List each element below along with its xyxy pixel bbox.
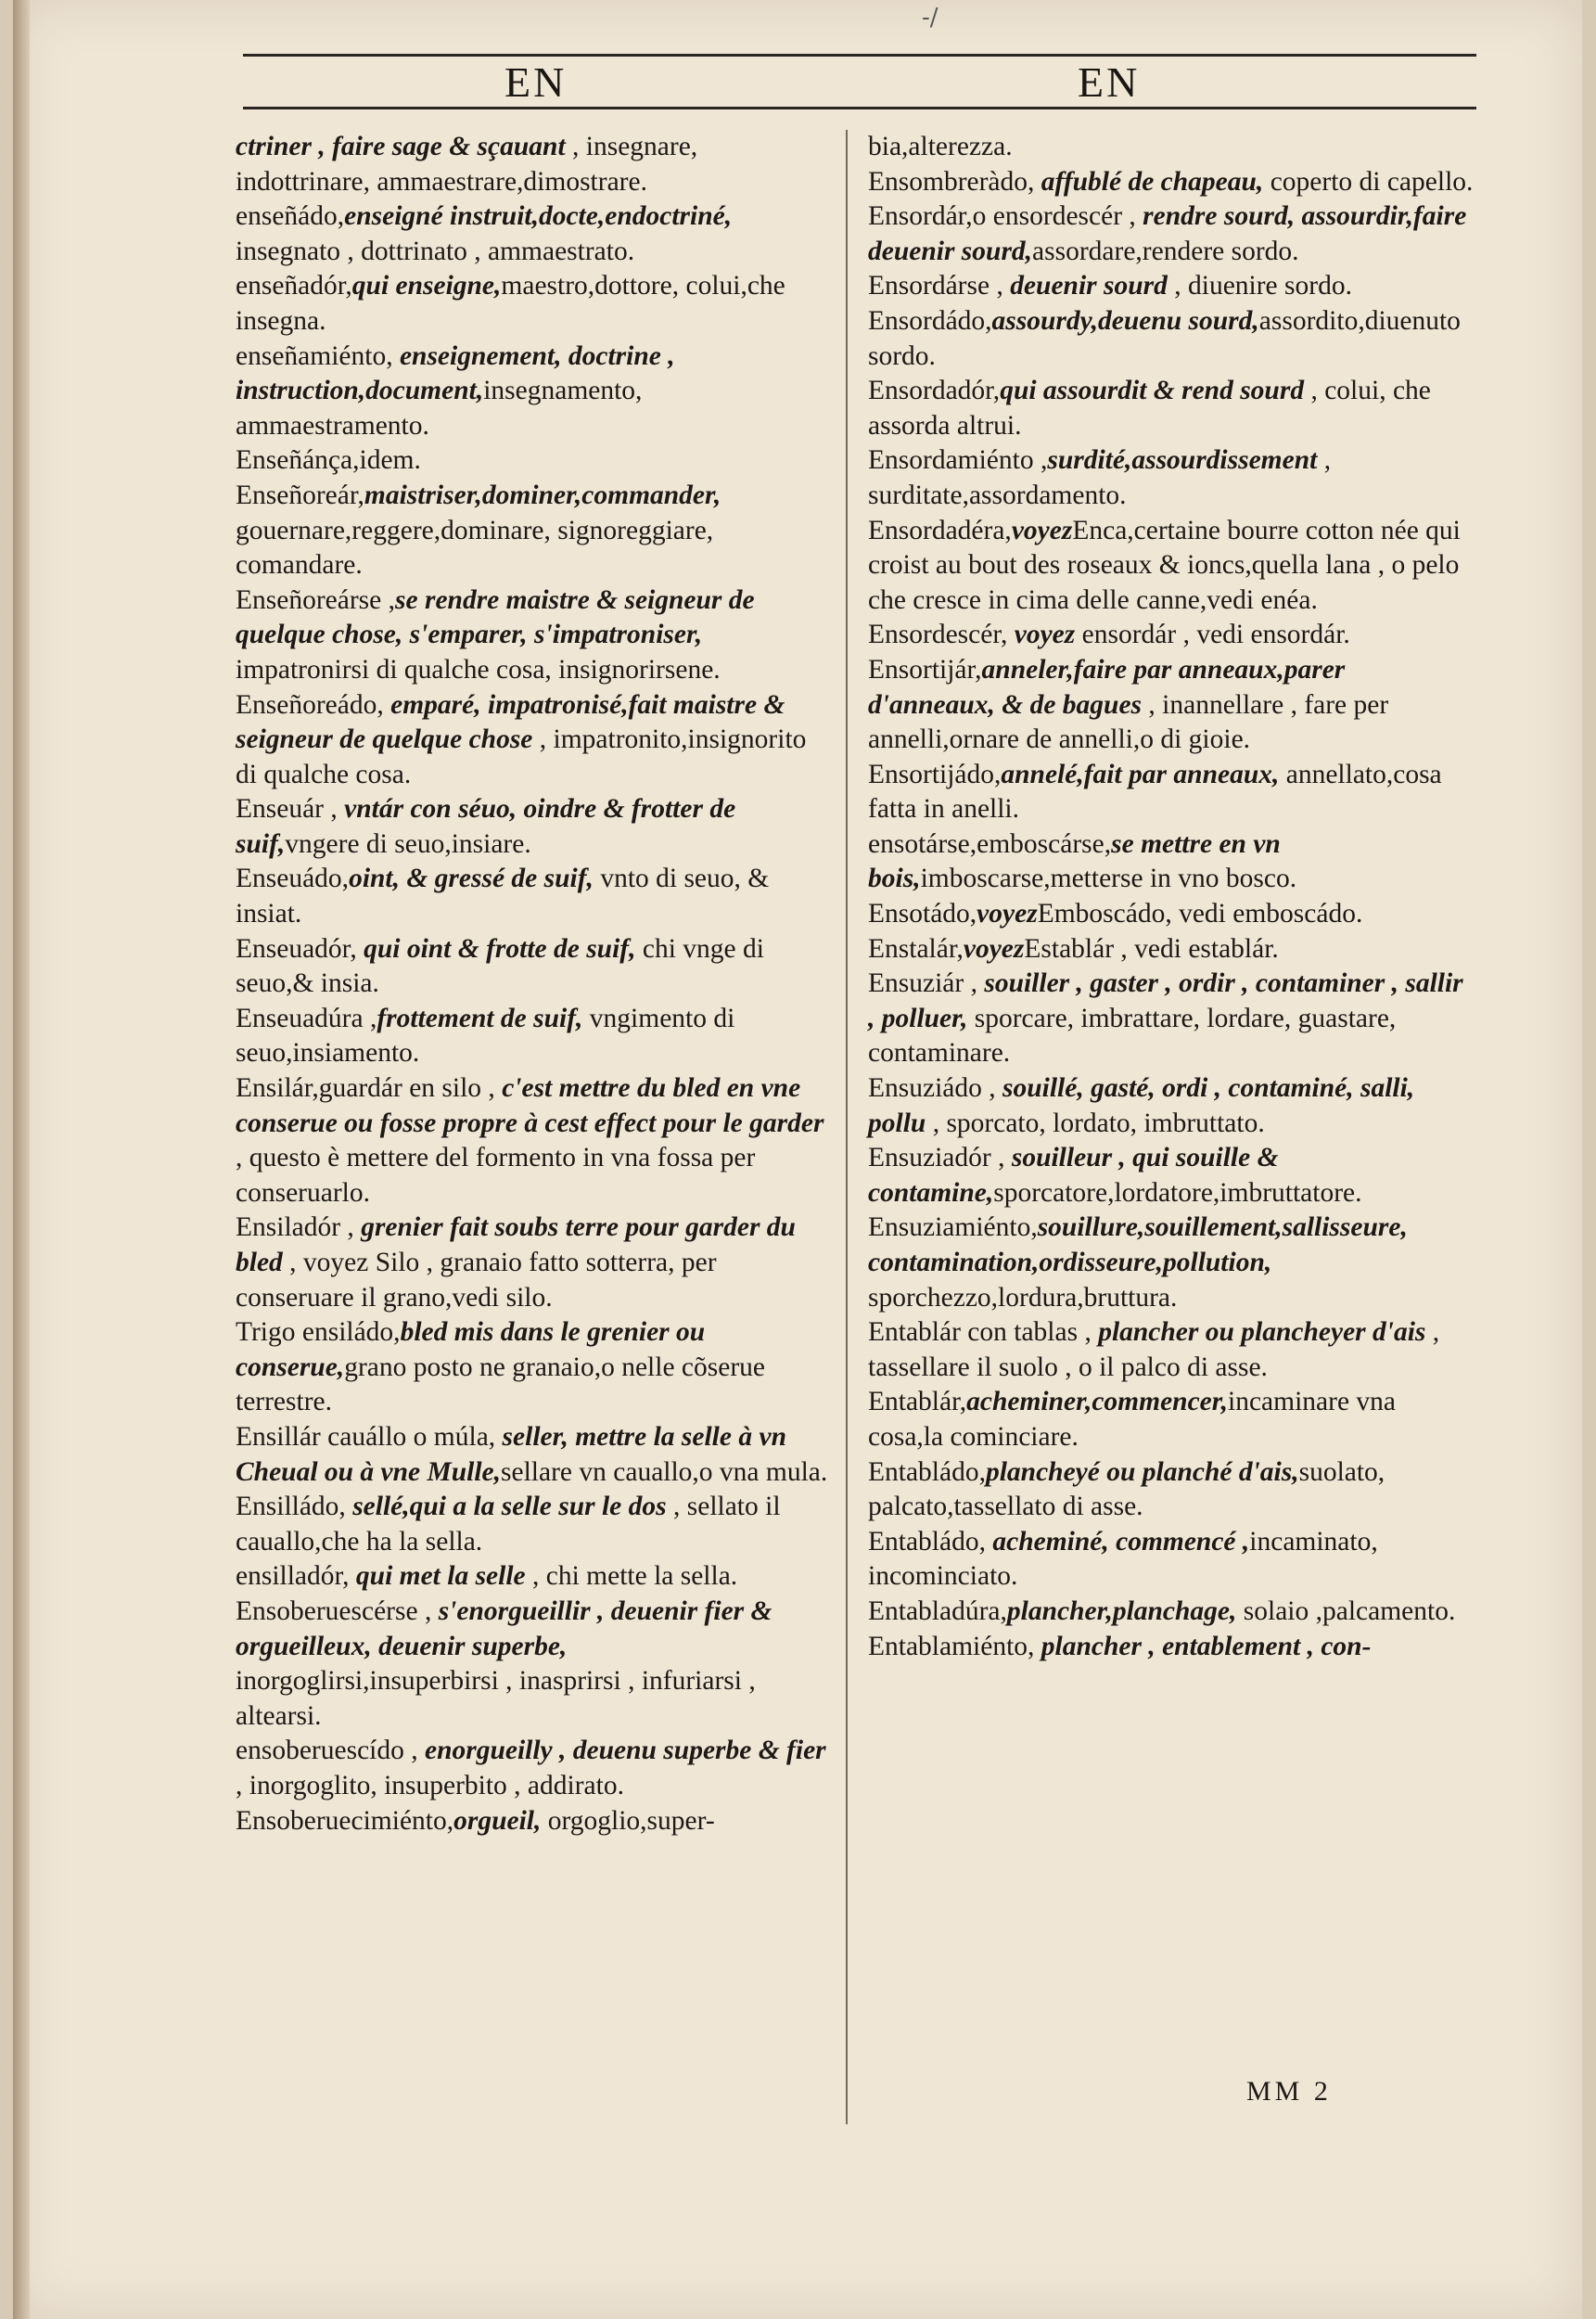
- entry-headword: Ensuziár ,: [868, 968, 985, 999]
- entry-italian: inorgoglirsi,insuperbirsi , inasprirsi , infuriarsi , altearsi.: [236, 1666, 756, 1731]
- entry-french: annelé,fait par anneaux,: [1001, 759, 1280, 789]
- entry-french: enseignement, doctrine , instruction,document,: [236, 340, 675, 406]
- entry-italian: , sellato il cauallo,che ha la sella.: [236, 1492, 781, 1557]
- entry-french: surdité,assourdissement: [1047, 445, 1318, 476]
- dictionary-entry: [868, 1141, 1475, 1211]
- entry-headword: Ensordamiénto ,: [868, 445, 1048, 476]
- entry-french: plancheyé ou planché d'ais,: [985, 1456, 1299, 1487]
- entry-headword: enseñamiénto,: [236, 340, 400, 371]
- dictionary-entry: [868, 514, 1475, 619]
- entry-french: voyez: [1014, 620, 1076, 650]
- catchword: MM 2: [1246, 2076, 1332, 2107]
- entry-italian: , inorgoglito, insuperbito , addirato.: [236, 1770, 624, 1800]
- dictionary-entry: [236, 862, 829, 931]
- entry-french: qui oint & frotte de suif,: [364, 933, 636, 964]
- entry-italian: , questo è mettere del formento in vna fossa per conseruarlo.: [236, 1143, 756, 1208]
- book-page: [13, 0, 1582, 2319]
- dictionary-entry: [868, 758, 1475, 827]
- dictionary-entry: [868, 897, 1475, 932]
- entry-headword: Ensilár,guardár en silo ,: [236, 1073, 503, 1104]
- entry-french: voyez: [1011, 515, 1073, 545]
- entry-headword: Entabladúra,: [868, 1595, 1007, 1626]
- dictionary-entry: [236, 479, 829, 583]
- entry-italian: annellato,cosa fatta in anelli.: [868, 759, 1442, 825]
- entry-french: frottement de suif,: [377, 1003, 583, 1033]
- entry-french: c'est mettre du bled en vne conserue ou fosse propre à cest effect pour le garder: [236, 1073, 824, 1138]
- dictionary-entry: [236, 1071, 829, 1211]
- entry-french: maistriser,dominer,commander,: [364, 480, 721, 510]
- entry-french: enorgueilly , deuenu superbe & fier: [424, 1736, 826, 1766]
- entry-french: enseigné instruit,docte,endoctriné,: [344, 201, 733, 232]
- entry-headword: Ensordescér,: [868, 620, 1015, 650]
- dictionary-entry: [236, 1804, 829, 1839]
- entry-italian: Emboscádo, vedi emboscádo.: [1037, 899, 1363, 929]
- entry-italian: Enca,certaine bourre cotton née qui croist au bout des roseaux & ioncs,quella lana , o pelo che cresce in cima delle canne,vedi enéa.: [868, 515, 1461, 615]
- entry-french: plancher ou plancheyer d'ais: [1098, 1317, 1426, 1348]
- dictionary-entry: [236, 1315, 829, 1420]
- dictionary-entry: [236, 792, 829, 862]
- dictionary-entry: [236, 340, 829, 444]
- entry-headword: ensotárse,emboscárse,: [868, 828, 1112, 859]
- entry-headword: Trigo ensiládo,: [236, 1317, 401, 1348]
- entry-italian: vngimento di seuo,insiamento.: [236, 1003, 735, 1069]
- running-head-left: EN: [504, 58, 568, 106]
- dictionary-entry: [868, 443, 1475, 513]
- entry-headword: Ensiladór ,: [236, 1212, 362, 1243]
- entry-headword: Entablár,: [868, 1387, 967, 1417]
- entry-italian: suolato, palcato,tassellato di asse.: [868, 1456, 1385, 1522]
- dictionary-entry: [236, 1595, 829, 1734]
- entry-italian: incaminato, incominciato.: [868, 1526, 1378, 1592]
- entry-italian: vnto di seuo, & insiat.: [236, 864, 770, 929]
- entry-headword: Ensortijádo,: [868, 759, 1002, 789]
- entry-headword: enseñádo,: [236, 201, 345, 232]
- entry-french: seller, mettre la selle à vn Cheual ou à vne Mulle,: [236, 1421, 786, 1487]
- entry-headword: Ensombreràdo,: [868, 166, 1041, 197]
- dictionary-entry: [868, 1071, 1475, 1141]
- entry-italian: insegnamento, ammaestramento.: [236, 376, 643, 441]
- entry-french: voyez: [977, 899, 1038, 929]
- entry-french: acheminer,commencer,: [966, 1387, 1228, 1417]
- dictionary-entry: [236, 1002, 829, 1071]
- dictionary-entry: [236, 1490, 829, 1559]
- entry-headword: Ensotádo,: [868, 899, 977, 929]
- entry-headword: Enseñoreár,: [236, 480, 364, 510]
- entry-french: vntár con séuo, oindre & frotter de suif,: [236, 794, 736, 859]
- entry-headword: Ensillár cauállo o múla,: [236, 1421, 503, 1452]
- entry-headword: Ensordár,o ensordescér ,: [868, 201, 1143, 232]
- dictionary-entry: [868, 304, 1475, 374]
- entry-french: plancher , entablement , con-: [1041, 1631, 1372, 1661]
- dictionary-entry: [236, 1420, 829, 1490]
- entry-italian: maestro,dottore, colui,che insegna.: [236, 271, 785, 336]
- dictionary-entry: [236, 130, 829, 199]
- dictionary-entry: [236, 1211, 829, 1315]
- entry-french: plancher,planchage,: [1006, 1595, 1237, 1626]
- entry-italian: , diuenire sordo.: [1167, 271, 1352, 301]
- dictionary-entry: [868, 1211, 1475, 1315]
- entry-headword: Ensilládo,: [236, 1492, 353, 1522]
- entry-french: voyez: [963, 933, 1025, 964]
- entry-headword: ensoberuescído ,: [236, 1736, 425, 1766]
- entry-italian: sellare vn cauallo,o vna mula.: [501, 1456, 828, 1487]
- entry-italian: solaio ,palcamento.: [1236, 1595, 1456, 1626]
- dictionary-entry: [868, 1595, 1475, 1630]
- entry-italian: sporcare, imbrattare, lordare, guastare, contaminare.: [868, 1003, 1397, 1069]
- entry-headword: Ensordárse ,: [868, 271, 1011, 301]
- entry-headword: Enseuadór,: [236, 933, 364, 964]
- entry-italian: insegnato , dottrinato , ammaestrato.: [236, 236, 635, 266]
- entry-headword: Enseñoreádo,: [236, 689, 391, 720]
- entry-french: anneler,faire par anneaux,parer d'anneaux, & de bagues: [868, 654, 1346, 720]
- dictionary-entry: [868, 269, 1475, 304]
- entry-french: souillé, gasté, ordi , contaminé, salli, pollu: [868, 1073, 1415, 1138]
- dictionary-entry: [236, 199, 829, 269]
- dictionary-entry: [868, 618, 1475, 653]
- entry-french: sellé,qui a la selle sur le dos: [352, 1492, 667, 1522]
- dictionary-entry: [868, 374, 1475, 443]
- entry-italian: impatronirsi di qualche cosa, insignorirsene.: [236, 654, 721, 685]
- entry-french: souilleur , qui souille & contamine,: [868, 1143, 1279, 1208]
- left-column: [236, 130, 829, 1839]
- entry-headword: ensilladór,: [236, 1561, 356, 1592]
- header-rule-bottom: [243, 107, 1476, 109]
- dictionary-entry: [236, 443, 829, 479]
- running-head-right: EN: [1078, 58, 1141, 106]
- dictionary-entry: [868, 130, 1475, 165]
- entry-french: emparé, impatronisé,fait maistre & seigneur de quelque chose: [236, 689, 785, 755]
- entry-headword: Ensordadéra,: [868, 515, 1012, 545]
- entry-french: ctriner , faire sage & sçauant: [236, 132, 566, 161]
- entry-french: rendre sourd, assourdir,faire deuenir sourd,: [868, 201, 1467, 266]
- dictionary-entry: [236, 1559, 829, 1595]
- dictionary-entry: [868, 1630, 1475, 1665]
- top-mark: -/: [922, 4, 938, 32]
- dictionary-entry: [868, 1385, 1475, 1454]
- entry-french: bled mis dans le grenier ou conserue,: [236, 1317, 706, 1382]
- entry-italian: , insegnare, indottrinare, ammaestrare,dimostrare.: [236, 132, 698, 197]
- entry-french: souillure,souillement,sallisseure, contamination,ordisseure,pollution,: [868, 1212, 1408, 1277]
- entry-french: se rendre maistre & seigneur de quelque chose, s'emparer, s'impatroniser,: [236, 584, 755, 650]
- entry-italian: , impatronito,insignorito di qualche cosa.: [236, 724, 807, 789]
- dictionary-entry: [236, 269, 829, 339]
- dictionary-entry: [236, 932, 829, 1002]
- entry-italian: vngere di seuo,insiare.: [285, 828, 531, 859]
- entry-italian: , voyez Silo , granaio fatto sotterra, per conseruare il grano,vedi silo.: [236, 1248, 717, 1313]
- column-divider: [846, 130, 848, 2124]
- dictionary-entry: [236, 1734, 829, 1803]
- entry-headword: Entablamiénto,: [868, 1631, 1041, 1661]
- entry-headword: enseñadór,: [236, 271, 352, 301]
- entry-french: se mettre en vn bois,: [868, 828, 1281, 894]
- entry-headword: Enseuadúra ,: [236, 1003, 377, 1033]
- entry-italian: assordito,diuenuto sordo.: [868, 305, 1461, 371]
- entry-headword: Ensordadór,: [868, 376, 1001, 406]
- entry-italian: , surditate,assordamento.: [868, 445, 1332, 510]
- dictionary-entry: [868, 165, 1475, 200]
- entry-french: s'enorgueillir , deuenir fier & orgueilleux, deuenir superbe,: [236, 1595, 772, 1661]
- entry-italian: sporcatore,lordatore,imbruttatore.: [993, 1177, 1362, 1208]
- dictionary-entry: [868, 199, 1475, 269]
- entry-headword: Enseñánça,idem.: [236, 445, 421, 476]
- entry-headword: Ensuziádo ,: [868, 1073, 1003, 1104]
- entry-french: acheminé, commencé ,: [992, 1526, 1250, 1557]
- dictionary-entry: [868, 1455, 1475, 1525]
- entry-headword: Ensortijár,: [868, 654, 982, 685]
- dictionary-entry: [868, 653, 1475, 758]
- entry-italian: incaminare vna cosa,la cominciare.: [868, 1387, 1397, 1452]
- entry-headword: Ensuziadór ,: [868, 1143, 1012, 1173]
- entry-french: orgueil,: [453, 1805, 542, 1836]
- entry-italian: , chi mette la sella.: [525, 1561, 738, 1592]
- entry-italian: , tassellare il suolo , o il palco di asse.: [868, 1317, 1440, 1382]
- entry-headword: Ensoberuescérse ,: [236, 1595, 439, 1626]
- entry-headword: Enseñoreárse ,: [236, 584, 396, 615]
- entry-headword: bia,alterezza.: [868, 132, 1013, 161]
- dictionary-entry: [868, 1525, 1475, 1595]
- entry-italian: coperto di capello.: [1263, 166, 1474, 197]
- entry-headword: Enstalár,: [868, 933, 964, 964]
- page-spine-shadow: [13, 0, 30, 2319]
- dictionary-entry: [868, 1315, 1475, 1385]
- entry-french: souiller , gaster , ordir , contaminer , sallir , polluer,: [868, 968, 1463, 1033]
- dictionary-entry: [868, 827, 1475, 897]
- entry-french: qui assourdit & rend sourd: [1000, 376, 1305, 406]
- entry-headword: Ensuziamiénto,: [868, 1212, 1038, 1243]
- entry-italian: sporchezzo,lordura,bruttura.: [868, 1282, 1178, 1313]
- header-rule-top: [243, 54, 1476, 57]
- entry-italian: orgoglio,super-: [541, 1805, 715, 1836]
- dictionary-entry: [236, 583, 829, 688]
- entry-french: deuenir sourd: [1010, 271, 1168, 301]
- entry-french: assourdy,deuenu sourd,: [991, 305, 1259, 336]
- entry-italian: Establár , vedi establár.: [1024, 933, 1279, 964]
- entry-headword: Ensoberuecimiénto,: [236, 1805, 454, 1836]
- entry-french: grenier fait soubs terre pour garder du bled: [236, 1212, 796, 1277]
- entry-french: affublé de chapeau,: [1041, 166, 1264, 197]
- entry-headword: Enseuár ,: [236, 794, 345, 825]
- entry-italian: , sporcato, lordato, imbruttato.: [926, 1108, 1265, 1138]
- entry-headword: Ensordádo,: [868, 305, 992, 336]
- dictionary-entry: [868, 967, 1475, 1071]
- dictionary-entry: [868, 932, 1475, 967]
- entry-italian: chi vnge di seuo,& insia.: [236, 933, 764, 999]
- entry-headword: Entabládo,: [868, 1526, 993, 1557]
- entry-french: qui enseigne,: [351, 271, 502, 301]
- entry-italian: , colui, che assorda altrui.: [868, 376, 1431, 441]
- entry-french: oint, & gressé de suif,: [349, 864, 594, 894]
- entry-headword: Entablár con tablas ,: [868, 1317, 1099, 1348]
- entry-headword: Enseuádo,: [236, 864, 350, 894]
- dictionary-entry: [236, 688, 829, 793]
- entry-italian: gouernare,reggere,dominare, signoreggiare, comandare.: [236, 515, 714, 581]
- entry-italian: imboscarse,metterse in vno bosco.: [920, 864, 1297, 894]
- entry-italian: grano posto ne granaio,o nelle cõserue terrestre.: [236, 1352, 765, 1417]
- entry-italian: assordare,rendere sordo.: [1032, 236, 1299, 266]
- entry-french: qui met la selle: [355, 1561, 526, 1592]
- entry-italian: ensordár , vedi ensordár.: [1075, 620, 1350, 650]
- right-column: [868, 130, 1475, 1664]
- entry-headword: Entabládo,: [868, 1456, 986, 1487]
- entry-italian: , inannellare , fare per annelli,ornare de annelli,o di gioie.: [868, 689, 1389, 755]
